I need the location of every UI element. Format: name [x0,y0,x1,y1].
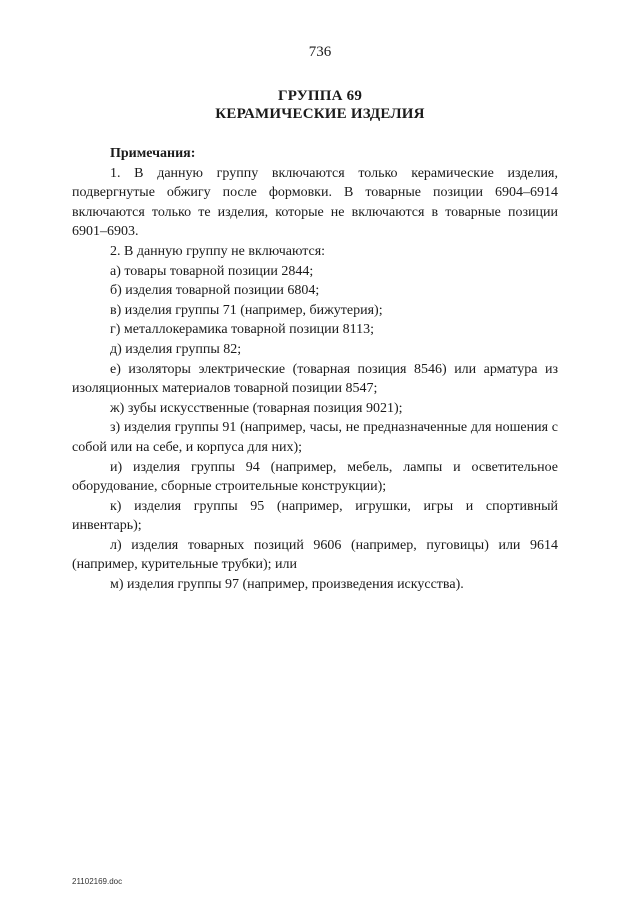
exclusion-item-d: д) изделия группы 82; [110,341,242,357]
exclusion-item-e: е) изоляторы электрические (товарная позиция 8546) или арматура из изоляционных материалов товарной позиции 8547; [72,361,558,397]
exclusion-item-b: б) изделия товарной позиции 6804; [110,283,320,299]
notes-title: Примечания: [110,146,196,161]
exclusion-item-zh: ж) зубы искусственные (товарная позиция 9021); [110,400,403,416]
exclusion-item-g: г) металлокерамика товарной позиции 8113; [110,322,375,338]
note-1: 1. В данную группу включаются только керамические изделия, подвергнутые обжигу после формовки. В товарные позиции 6904–6914 включаются только те изделия, которые не включаются в товарные позиции 6901–6903. [72,165,558,240]
group-heading: ГРУППА 69 [277,88,363,104]
exclusion-item-m: м) изделия группы 97 (например, произведения искусства). [110,577,464,593]
group-title: КЕРАМИЧЕСКИЕ ИЗДЕЛИЯ [215,106,425,122]
exclusion-item-i: и) изделия группы 94 (например, мебель, лампы и осветительное оборудование, сборные строительные конструкции); [72,459,558,495]
exclusion-item-v: в) изделия группы 71 (например, бижутерия); [110,302,383,318]
exclusion-item-z: з) изделия группы 91 (например, часы, не предназначенные для ношения с собой или на себе, и корпуса для них); [72,420,558,455]
page-number: 736 [308,44,332,60]
exclusion-item-k: к) изделия группы 95 (например, игрушки, игры и спортивный инвентарь); [72,498,558,534]
exclusion-item-l: л) изделия товарных позиций 9606 (например, пуговицы) или 9614 (например, курительные трубки); или [72,537,558,573]
notes-section [72,144,558,595]
document-file-code: 21102169.doc [72,877,123,886]
exclusion-item-a: а) товары товарной позиции 2844; [110,263,314,279]
note-2-intro: 2. В данную группу не включаются: [110,243,326,259]
